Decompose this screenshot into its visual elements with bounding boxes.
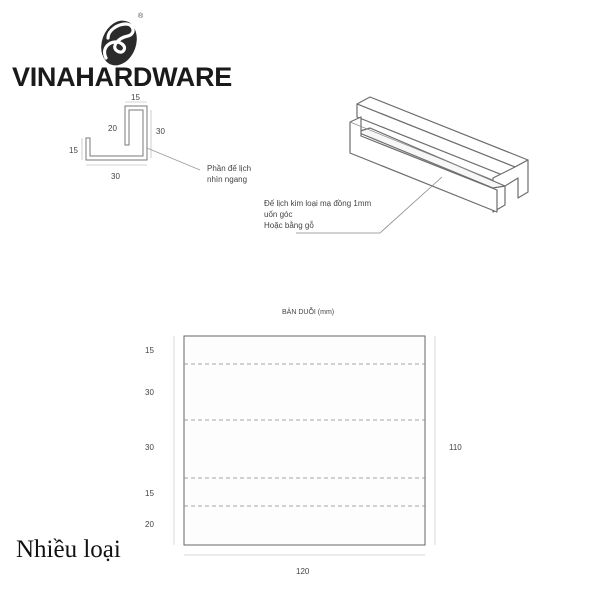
profile-dim-bottom: 30 [111,172,120,181]
rail-note [264,198,371,231]
registered-mark: ® [138,13,144,20]
brand-name: VINAHARDWARE [12,62,232,92]
flat-pattern [174,336,435,555]
profile-note-line2: nhìn ngang [207,175,248,184]
flat-title: BẢN DUỖI (mm) [282,309,335,316]
rail-note-line3: Hoặc bằng gỗ [264,221,314,230]
flat-height: 110 [449,443,462,452]
flat-width: 120 [296,567,310,576]
caption: Nhiều loại [16,536,121,563]
profile-dim-inner: 20 [108,124,117,133]
profile-note-line1: Phần đế lịch [207,164,252,173]
profile-dim-top: 15 [131,93,140,102]
profile-side-view [82,102,200,170]
profile-note [207,163,251,185]
flat-seg-1: 15 [145,346,154,355]
profile-dim-right: 30 [156,127,165,136]
profile-dim-left: 15 [69,146,78,155]
rail-note-line1: Đế lịch kim loại mạ đồng 1mm [264,199,372,208]
flat-seg-5: 20 [145,520,154,529]
flat-seg-2: 30 [145,388,154,397]
flat-seg-3: 30 [145,443,154,452]
flat-seg-4: 15 [145,489,154,498]
rail-note-line2: uốn góc [264,210,293,219]
